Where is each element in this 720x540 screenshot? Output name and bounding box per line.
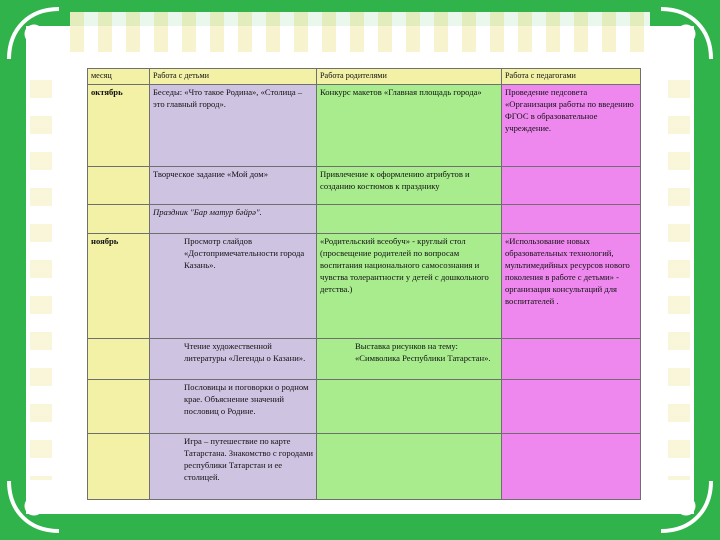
kids-cell: Беседы: «Что такое Родина», «Столица – это главный город». bbox=[150, 85, 317, 167]
right-ornament-band bbox=[668, 80, 690, 480]
corner-ornament-icon bbox=[656, 4, 716, 64]
parents-cell: Выставка рисунков на тему: «Символика Республики Татарстан». bbox=[317, 339, 502, 380]
parents-cell: «Родительский всеобуч» - круглый стол (просвещение родителей по вопросам воспитания национального самосознания и чувства толерантности у детей с дошкольного детства.) bbox=[317, 234, 502, 339]
month-cell bbox=[88, 205, 150, 234]
top-ornament-band bbox=[70, 12, 650, 52]
header-teachers: Работа с педагогами bbox=[502, 69, 641, 85]
teachers-cell bbox=[502, 339, 641, 380]
teachers-cell: Проведение педсовета «Организация работы по введению ФГОС в образовательное учреждение. bbox=[502, 85, 641, 167]
table-header-row bbox=[88, 69, 641, 85]
corner-ornament-icon bbox=[656, 476, 716, 536]
header-parents: Работа родителями bbox=[317, 69, 502, 85]
header-kids: Работа с детьми bbox=[150, 69, 317, 85]
kids-cell: Чтение художественной литературы «Легенды о Казани». bbox=[150, 339, 317, 380]
table-row bbox=[88, 339, 641, 380]
table-row bbox=[88, 234, 641, 339]
kids-cell: Игра – путешествие по карте Татарстана. Знакомство с городами республики Татарстан и ее столицей. bbox=[150, 434, 317, 500]
parents-cell: Конкурс макетов «Главная площадь города» bbox=[317, 85, 502, 167]
month-cell bbox=[88, 434, 150, 500]
kids-cell: Просмотр слайдов «Достопримечательности города Казань». bbox=[150, 234, 317, 339]
table-row bbox=[88, 85, 641, 167]
teachers-cell: «Использование новых образовательных технологий, мультимедийных ресурсов нового поколения в работе с детьми» - организация консультаций для воспитателей . bbox=[502, 234, 641, 339]
month-cell bbox=[88, 339, 150, 380]
parents-cell bbox=[317, 434, 502, 500]
table-row bbox=[88, 380, 641, 434]
left-ornament-band bbox=[30, 80, 52, 480]
header-month: месяц bbox=[88, 69, 150, 85]
kids-cell: Творческое задание «Мой дом» bbox=[150, 167, 317, 205]
month-cell bbox=[88, 380, 150, 434]
corner-ornament-icon bbox=[4, 476, 64, 536]
corner-ornament-icon bbox=[4, 4, 64, 64]
kids-cell: Пословицы и поговорки о родном крае. Объяснение значений пословиц о Родине. bbox=[150, 380, 317, 434]
teachers-cell bbox=[502, 434, 641, 500]
month-cell bbox=[88, 167, 150, 205]
teachers-cell bbox=[502, 380, 641, 434]
month-cell: ноябрь bbox=[88, 234, 150, 339]
table-row bbox=[88, 205, 641, 234]
table-row bbox=[88, 167, 641, 205]
teachers-cell bbox=[502, 167, 641, 205]
table-row bbox=[88, 434, 641, 500]
parents-cell: Привлечение к оформлению атрибутов и созданию костюмов к празднику bbox=[317, 167, 502, 205]
month-cell: октябрь bbox=[88, 85, 150, 167]
parents-cell bbox=[317, 205, 502, 234]
teachers-cell bbox=[502, 205, 641, 234]
parents-cell bbox=[317, 380, 502, 434]
work-plan-table bbox=[87, 68, 641, 500]
kids-cell: Праздник "Бар матур бәйрә". bbox=[150, 205, 317, 234]
